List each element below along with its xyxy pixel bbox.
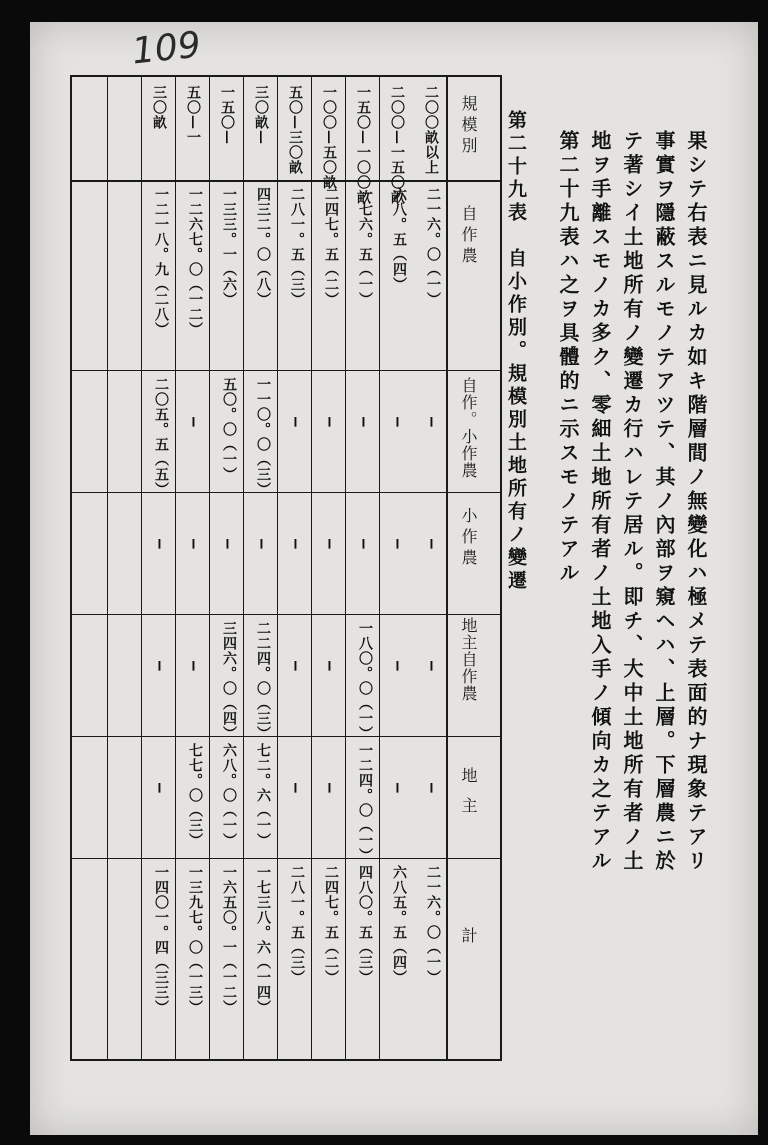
col-header-owner-farmer: 自作農: [459, 205, 478, 268]
table-cell: 二八一。五（三）: [289, 187, 305, 307]
column-divider: [72, 614, 500, 615]
table-cell: —: [287, 539, 306, 550]
table-cell: 二〇五。五（五）: [153, 377, 169, 497]
table-cell: 六八五。五（四）: [391, 865, 407, 985]
body-line-4: 地ヲ手離スモノカ多ク、零細土地所有者ノ土地入手ノ傾向カ之テアル: [588, 130, 612, 874]
table-cell: 七二。六（一）: [255, 743, 271, 848]
table-cell: 三四六。〇（四）: [221, 621, 237, 741]
body-line-5: 第二十九表ハ之ヲ具體的ニ示スモノテアル: [556, 130, 580, 586]
row-label: 三〇畝—: [253, 85, 269, 145]
row-divider: [345, 77, 346, 1059]
row-label: 二〇〇—一五〇畝: [389, 85, 405, 205]
header-divider: [446, 77, 448, 1059]
table-cell: 一八〇。〇（一）: [357, 621, 373, 741]
table-caption: 第二十九表 自小作別。規模別土地所有ノ變遷: [505, 110, 527, 593]
table-cell: —: [185, 539, 204, 550]
col-header-total: 計: [459, 927, 478, 948]
table-cell: —: [287, 661, 306, 672]
body-line-2: 事實ヲ隱蔽スルモノテアツテ、其ノ內部ヲ窺ヘハ、上層。下層農ニ於: [652, 130, 676, 874]
table-cell: —: [287, 417, 306, 428]
table-cell: —: [151, 661, 170, 672]
column-divider: [72, 858, 500, 859]
table-cell: 二八一。五（三）: [289, 865, 305, 985]
col-header-owner-tenant: 自作。小作農: [459, 377, 478, 479]
table-cell: —: [185, 417, 204, 428]
table-cell: —: [389, 783, 408, 794]
table-cell: 一二四。〇（一）: [357, 743, 373, 863]
table-cell: 七七。〇（三）: [187, 743, 203, 848]
row-label: 五〇—三〇畝: [287, 85, 303, 175]
table-cell: —: [423, 783, 442, 794]
row-divider: [209, 77, 210, 1059]
table-cell: —: [151, 783, 170, 794]
table-cell: 一一〇。〇（三）: [255, 377, 271, 497]
table-cell: —: [423, 661, 442, 672]
column-divider: [72, 492, 500, 493]
table-cell: 二一六。〇（一）: [425, 865, 441, 985]
data-table: [70, 75, 502, 1061]
column-divider: [72, 370, 500, 371]
table-cell: 四八〇。五（三）: [357, 865, 373, 985]
table-cell: —: [253, 539, 272, 550]
table-cell: 二一六。〇（一）: [425, 187, 441, 307]
header-title: 規模別: [459, 95, 478, 158]
col-header-tenant: 小作農: [459, 507, 478, 570]
table-cell: 六八。〇（一）: [221, 743, 237, 848]
body-line-3: テ著シイ土地所有ノ變遷カ行ハレテ居ル。即チ、大中土地所有者ノ土: [620, 130, 644, 874]
table-cell: 二二四。〇（三）: [255, 621, 271, 741]
table-cell: 一二一八。九（二八）: [153, 187, 169, 337]
row-divider: [277, 77, 278, 1059]
table-cell: 二四七。五（二）: [323, 865, 339, 985]
table-cell: 五〇。〇（一）: [221, 377, 237, 482]
table-cell: 一三三。一（六）: [221, 187, 237, 307]
column-divider: [72, 736, 500, 737]
table-cell: —: [321, 783, 340, 794]
table-cell: 一三九七。〇（一三）: [187, 865, 203, 1015]
table-cell: —: [185, 661, 204, 672]
col-header-landlord: 地主: [459, 767, 478, 827]
table-cell: —: [355, 417, 374, 428]
table-cell: —: [287, 783, 306, 794]
table-cell: 一六五〇。一（一二）: [221, 865, 237, 1015]
row-divider: [175, 77, 176, 1059]
table-cell: 一七六。五（一）: [357, 187, 373, 307]
table-cell: —: [355, 539, 374, 550]
table-cell: 六八。五（四）: [391, 187, 407, 292]
row-label: 二〇〇畝以上: [423, 85, 439, 175]
row-label: 五〇—一: [185, 85, 201, 145]
table-cell: 一七三八。六（一四）: [255, 865, 271, 1015]
table-cell: —: [389, 539, 408, 550]
label-divider: [72, 180, 500, 182]
table-cell: —: [219, 539, 238, 550]
table-cell: —: [151, 539, 170, 550]
table-cell: —: [321, 539, 340, 550]
row-label: 三〇畝: [151, 85, 167, 130]
row-divider: [311, 77, 312, 1059]
row-label: 一五〇—: [219, 85, 235, 145]
table-cell: 一二六七。〇（一二）: [187, 187, 203, 337]
table-cell: —: [389, 417, 408, 428]
table-cell: 四三二。〇（八）: [255, 187, 271, 307]
col-header-landlord-owner: 地主自作農: [459, 617, 478, 702]
table-cell: —: [321, 417, 340, 428]
table-cell: 二四七。五（二）: [323, 187, 339, 307]
table-cell: —: [423, 417, 442, 428]
row-label: 一五〇—一〇〇畝: [355, 85, 371, 205]
table-cell: —: [423, 539, 442, 550]
body-line-1: 果シテ右表ニ見ルカ如キ階層間ノ無變化ハ極メテ表面的ナ現象テアリ: [684, 130, 708, 874]
row-divider: [243, 77, 244, 1059]
row-divider: [379, 77, 380, 1059]
row-divider: [141, 77, 142, 1059]
table-cell: —: [321, 661, 340, 672]
page-number: 109: [130, 24, 203, 73]
table-cell: 一四〇一。四（三三）: [153, 865, 169, 1015]
table-cell: —: [389, 661, 408, 672]
row-divider: [107, 77, 108, 1059]
row-label: 一〇〇—五〇畝: [321, 85, 337, 190]
